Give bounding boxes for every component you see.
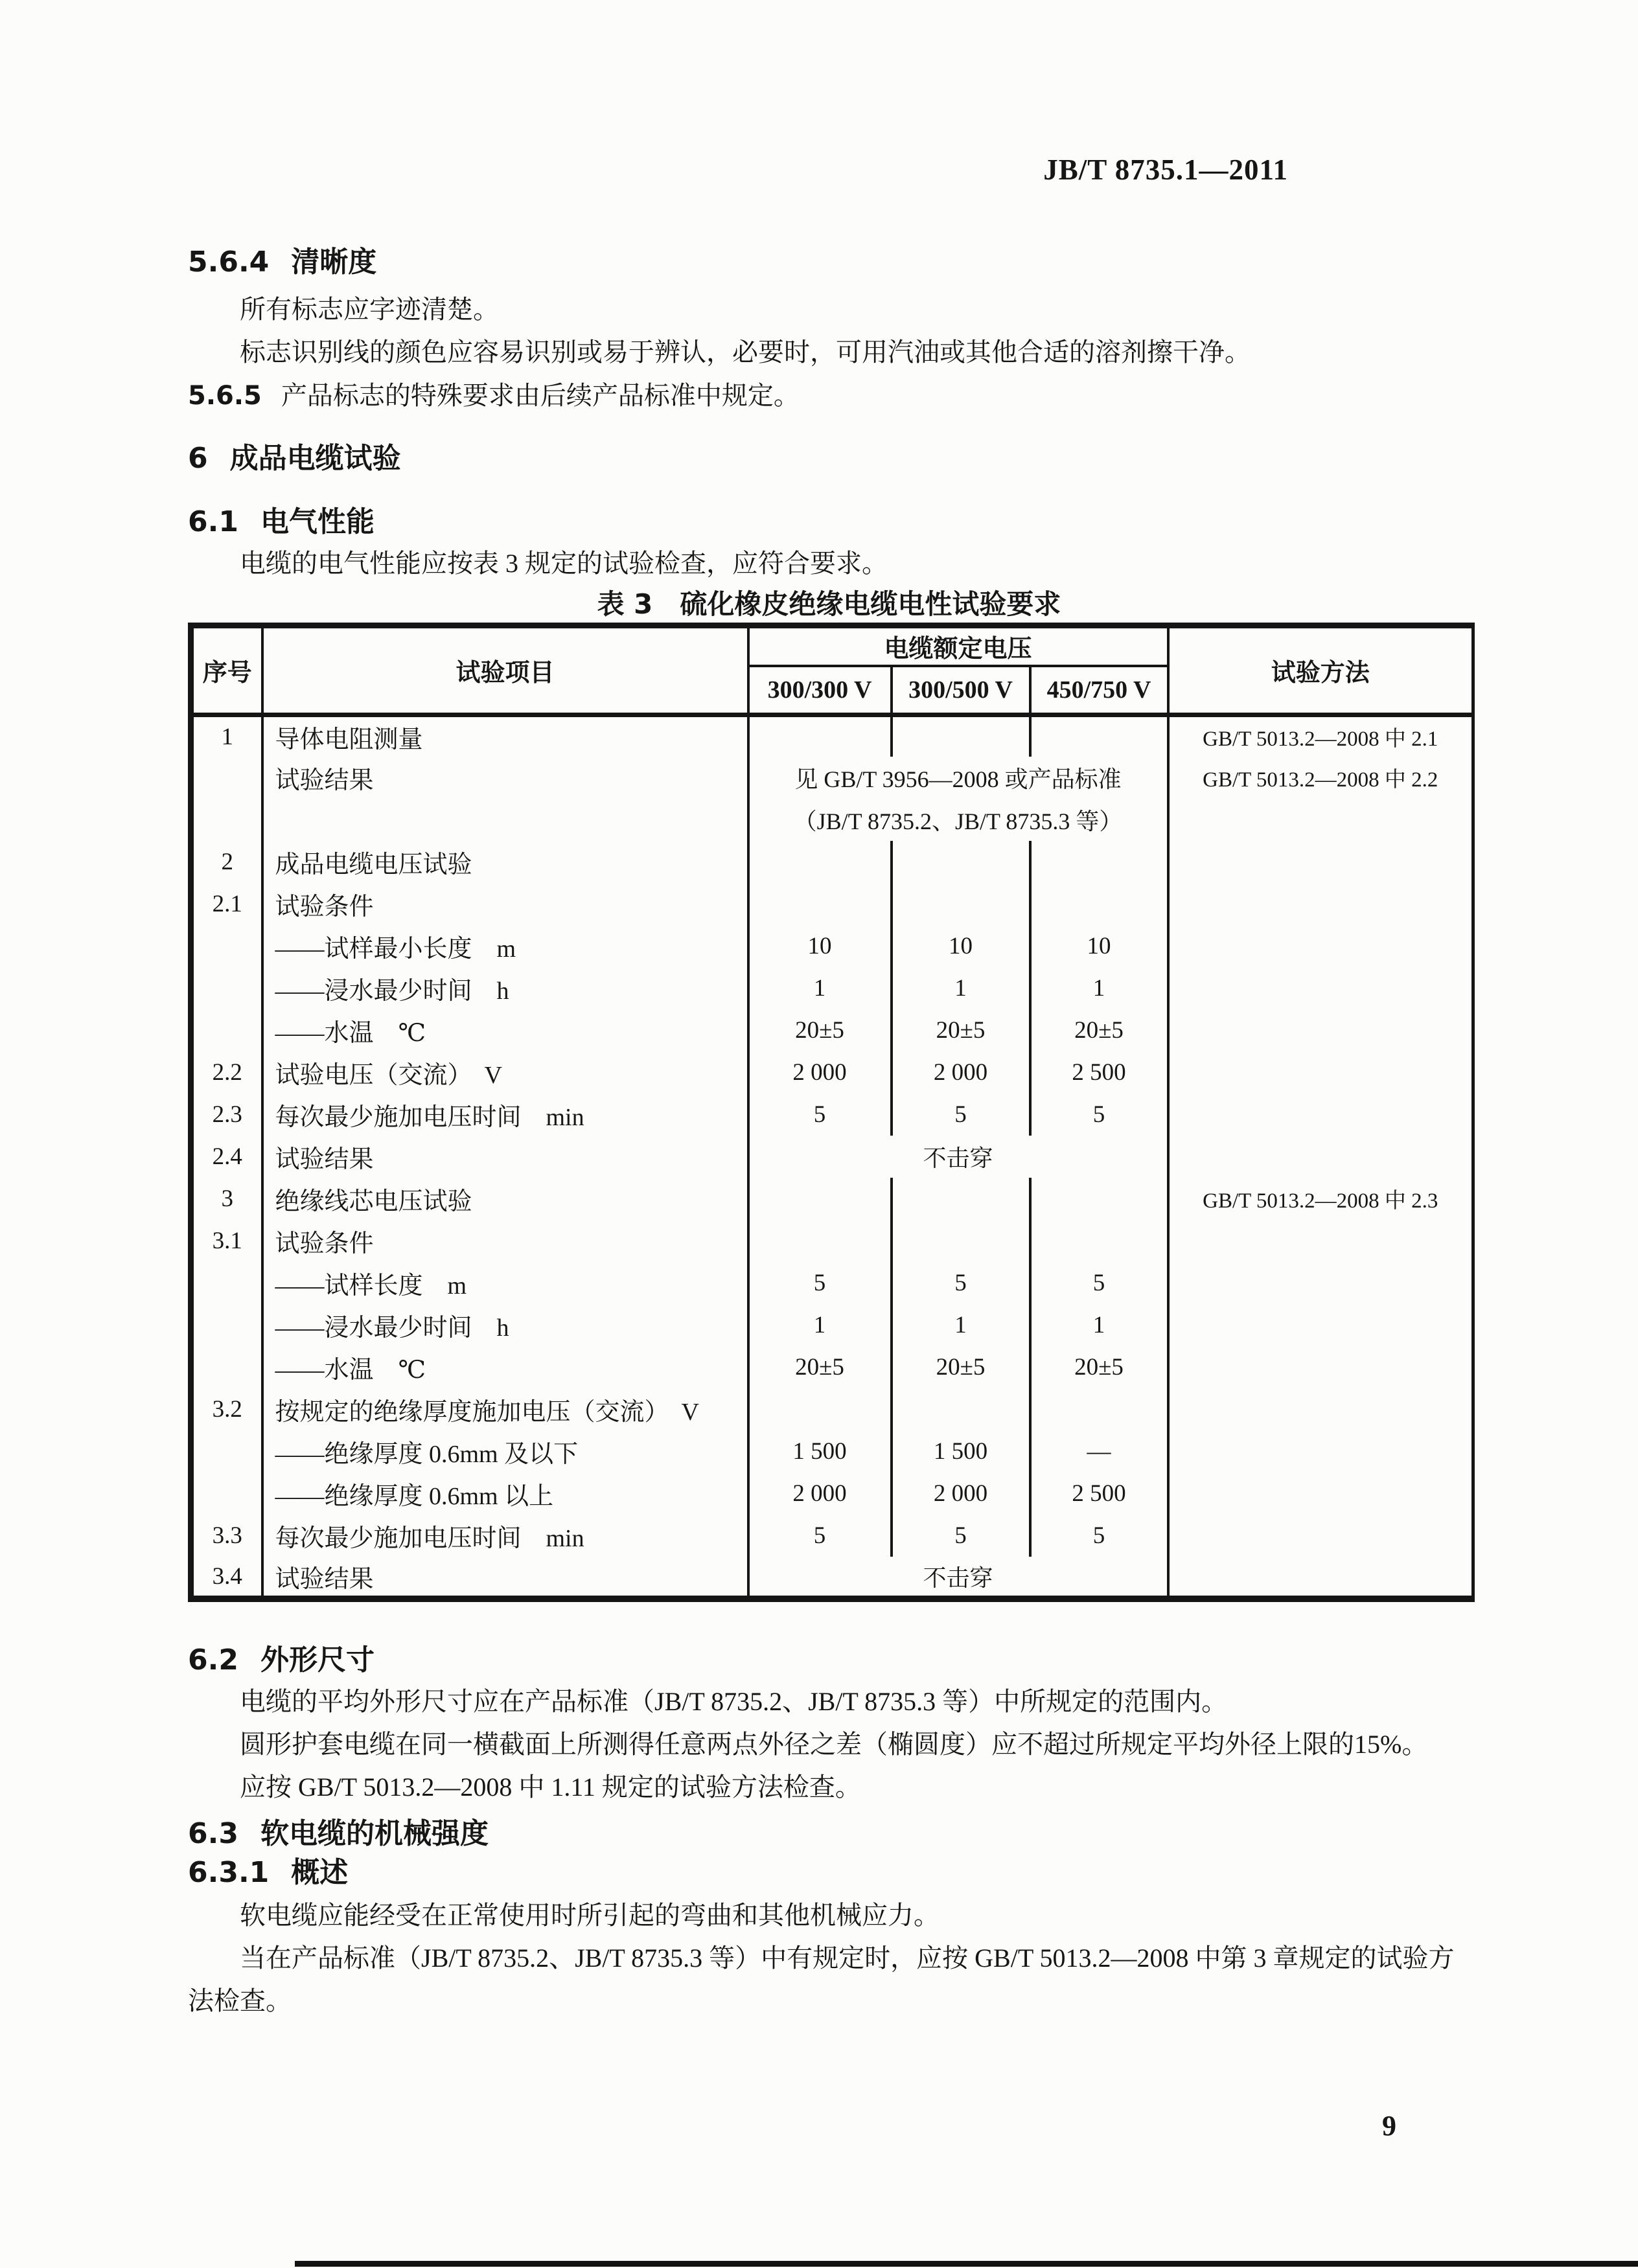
row-method xyxy=(1168,925,1473,967)
row-item: ——浸水最少时间 h xyxy=(262,1304,748,1346)
row-value: 5 xyxy=(892,1515,1030,1557)
row-item: 按规定的绝缘厚度施加电压（交流） V xyxy=(262,1388,748,1430)
scan-artifact-bar xyxy=(295,2261,1638,2267)
col-header-300-500: 300/500 V xyxy=(892,666,1030,715)
paragraph-6-3-1-a: 软电缆应能经受在正常使用时所引起的弯曲和其他机械应力。 xyxy=(240,1901,940,1930)
heading-title: 清晰度 xyxy=(291,246,377,279)
table-row xyxy=(191,883,1473,925)
row-item: 试验条件 xyxy=(262,883,748,925)
heading-title: 软电缆的机械强度 xyxy=(260,1817,489,1850)
row-item: ——绝缘厚度 0.6mm 以上 xyxy=(262,1472,748,1515)
table-row xyxy=(191,1346,1473,1388)
row-value: 2 000 xyxy=(892,1051,1030,1094)
row-value: 2 500 xyxy=(1030,1051,1168,1094)
clause-number: 5.6.5 xyxy=(188,381,262,411)
row-item: 试验电压（交流） V xyxy=(262,1051,748,1094)
row-method xyxy=(1168,1430,1473,1472)
row-item: 每次最少施加电压时间 min xyxy=(262,1094,748,1136)
table-header xyxy=(191,626,1473,715)
row-no: 2 xyxy=(191,841,262,883)
row-value xyxy=(1030,1178,1168,1220)
col-header-method: 试验方法 xyxy=(1271,659,1370,687)
row-span-value: 不击穿 xyxy=(748,1557,1168,1599)
row-value xyxy=(892,1178,1030,1220)
row-value: 1 xyxy=(1030,1304,1168,1346)
col-header-voltage-group: 电缆额定电压 xyxy=(748,626,1168,666)
row-no xyxy=(191,1009,262,1051)
table-row xyxy=(191,1304,1473,1346)
col-header-no: 序号 xyxy=(191,626,262,715)
row-method xyxy=(1168,1515,1473,1557)
table-caption: 表 3 硫化橡皮绝缘电缆电性试验要求 xyxy=(597,588,1061,620)
table-row xyxy=(191,757,1473,799)
row-no: 1 xyxy=(191,715,262,757)
row-value xyxy=(748,1388,892,1430)
row-no xyxy=(191,757,262,799)
heading-number: 6.3.1 xyxy=(188,1856,270,1889)
row-value: 2 500 xyxy=(1030,1472,1168,1515)
row-no: 3.1 xyxy=(191,1220,262,1262)
row-value xyxy=(892,715,1030,757)
row-value: 5 xyxy=(748,1262,892,1304)
table-row xyxy=(191,1136,1473,1178)
paragraph-6-2-c: 应按 GB/T 5013.2—2008 中 1.11 规定的试验方法检查。 xyxy=(240,1772,861,1802)
row-value: 20±5 xyxy=(892,1009,1030,1051)
row-no: 2.4 xyxy=(191,1136,262,1178)
row-item: 导体电阻测量 xyxy=(262,715,748,757)
row-value xyxy=(1030,841,1168,883)
row-method xyxy=(1168,967,1473,1009)
row-value: 1 xyxy=(892,967,1030,1009)
row-no: 3 xyxy=(191,1178,262,1220)
row-value xyxy=(1030,715,1168,757)
row-method xyxy=(1168,1346,1473,1388)
table-row xyxy=(191,967,1473,1009)
paragraph-6-1: 电缆的电气性能应按表 3 规定的试验检查，应符合要求。 xyxy=(240,549,888,578)
heading-6-3 xyxy=(188,1816,1474,1851)
col-header-item: 试验项目 xyxy=(262,626,748,715)
page-number: 9 xyxy=(1382,2110,1396,2142)
heading-title: 外形尺寸 xyxy=(260,1644,375,1677)
row-value: 10 xyxy=(1030,925,1168,967)
row-item: ——水温 ℃ xyxy=(262,1346,748,1388)
row-method xyxy=(1168,1557,1473,1599)
table-row xyxy=(191,1051,1473,1094)
row-value xyxy=(892,841,1030,883)
table-row xyxy=(191,925,1473,967)
table-row xyxy=(191,1515,1473,1557)
heading-5-6-4 xyxy=(188,245,1474,280)
paragraph-6-2-a: 电缆的平均外形尺寸应在产品标准（JB/T 8735.2、JB/T 8735.3 等）中所规定的范围内。 xyxy=(240,1687,1228,1716)
row-value: 10 xyxy=(892,925,1030,967)
heading-number: 5.6.4 xyxy=(188,246,270,279)
row-value xyxy=(748,841,892,883)
row-value: 20±5 xyxy=(748,1346,892,1388)
row-no xyxy=(191,799,262,841)
row-item: ——试样最小长度 m xyxy=(262,925,748,967)
heading-number: 6 xyxy=(188,442,208,475)
row-span-value: 见 GB/T 3956—2008 或产品标准 xyxy=(748,757,1168,799)
row-value: 5 xyxy=(1030,1515,1168,1557)
doc-code: JB/T 8735.1—2011 xyxy=(1043,154,1288,186)
row-value: 5 xyxy=(748,1515,892,1557)
row-value: 20±5 xyxy=(892,1346,1030,1388)
table-row xyxy=(191,1472,1473,1515)
table-3-electrical-tests xyxy=(188,623,1475,1602)
heading-number: 6.3 xyxy=(188,1817,238,1850)
row-value xyxy=(892,883,1030,925)
heading-title: 概述 xyxy=(291,1856,349,1889)
row-value xyxy=(892,1388,1030,1430)
heading-6 xyxy=(188,441,1474,476)
col-header-300-300: 300/300 V xyxy=(748,666,892,715)
row-method xyxy=(1168,1388,1473,1430)
row-no: 2.3 xyxy=(191,1094,262,1136)
row-item: 试验条件 xyxy=(262,1220,748,1262)
row-no: 3.4 xyxy=(191,1557,262,1599)
table-row xyxy=(191,1557,1473,1599)
heading-6-1 xyxy=(188,505,1474,540)
row-method xyxy=(1168,1304,1473,1346)
page-content xyxy=(188,0,1474,2022)
row-item: ——绝缘厚度 0.6mm 及以下 xyxy=(262,1430,748,1472)
row-span-value: （JB/T 8735.2、JB/T 8735.3 等） xyxy=(748,799,1168,841)
table-row xyxy=(191,799,1473,841)
table-body xyxy=(191,715,1473,1599)
row-value xyxy=(892,1220,1030,1262)
row-no xyxy=(191,967,262,1009)
row-value: 1 xyxy=(892,1304,1030,1346)
row-no xyxy=(191,925,262,967)
row-method: GB/T 5013.2—2008 中 2.2 xyxy=(1203,768,1438,792)
row-method xyxy=(1168,1009,1473,1051)
row-no: 2.2 xyxy=(191,1051,262,1094)
table-row xyxy=(191,1178,1473,1220)
heading-6-3-1 xyxy=(188,1855,1474,1890)
table-row xyxy=(191,1094,1473,1136)
row-value: 5 xyxy=(892,1262,1030,1304)
row-span-value: 不击穿 xyxy=(748,1136,1168,1178)
paragraph-mark-color: 标志识别线的颜色应容易识别或易于辨认，必要时，可用汽油或其他合适的溶剂擦干净。 xyxy=(240,338,1251,367)
table-row xyxy=(191,1430,1473,1472)
row-value: 2 000 xyxy=(748,1472,892,1515)
heading-title: 电气性能 xyxy=(260,505,375,538)
clause-text: 产品标志的特殊要求由后续产品标准中规定。 xyxy=(281,381,800,410)
col-header-450-750: 450/750 V xyxy=(1030,666,1168,715)
heading-6-2 xyxy=(188,1643,1474,1678)
row-no xyxy=(191,1304,262,1346)
row-no xyxy=(191,1430,262,1472)
row-item: ——试样长度 m xyxy=(262,1262,748,1304)
row-value: 1 xyxy=(1030,967,1168,1009)
row-value: 1 xyxy=(748,967,892,1009)
row-value xyxy=(748,1178,892,1220)
row-value xyxy=(1030,1388,1168,1430)
row-value xyxy=(1030,883,1168,925)
row-method xyxy=(1168,1051,1473,1094)
row-value: 1 500 xyxy=(892,1430,1030,1472)
row-value: 2 000 xyxy=(748,1051,892,1094)
table-row xyxy=(191,1262,1473,1304)
row-method xyxy=(1168,841,1473,883)
row-item: 每次最少施加电压时间 min xyxy=(262,1515,748,1557)
table-row xyxy=(191,715,1473,757)
table-row xyxy=(191,841,1473,883)
row-item: ——浸水最少时间 h xyxy=(262,967,748,1009)
row-no xyxy=(191,1472,262,1515)
row-method: GB/T 5013.2—2008 中 2.1 xyxy=(1168,715,1473,757)
row-value: 1 xyxy=(748,1304,892,1346)
table-row xyxy=(191,1220,1473,1262)
row-item: 试验结果 xyxy=(262,757,748,799)
row-method xyxy=(1168,1220,1473,1262)
row-value: 10 xyxy=(748,925,892,967)
row-value xyxy=(748,883,892,925)
paragraph-6-2-b: 圆形护套电缆在同一横截面上所测得任意两点外径之差（椭圆度）应不超过所规定平均外径上限的15%。 xyxy=(240,1730,1428,1759)
row-method xyxy=(1168,1094,1473,1136)
row-method xyxy=(1168,799,1473,841)
row-method xyxy=(1168,1472,1473,1515)
row-value: 5 xyxy=(1030,1094,1168,1136)
row-no xyxy=(191,1346,262,1388)
row-value xyxy=(1030,1220,1168,1262)
row-no: 3.2 xyxy=(191,1388,262,1430)
row-value: 20±5 xyxy=(1030,1346,1168,1388)
row-value: 20±5 xyxy=(748,1009,892,1051)
heading-number: 6.2 xyxy=(188,1644,238,1677)
row-item: 绝缘线芯电压试验 xyxy=(262,1178,748,1220)
row-value: 2 000 xyxy=(892,1472,1030,1515)
row-item: 成品电缆电压试验 xyxy=(262,841,748,883)
paragraph-6-3-1-b: 当在产品标准（JB/T 8735.2、JB/T 8735.3 等）中有规定时，应按 GB/T 5013.2—2008 中第 3 章规定的试验方法检查。 xyxy=(188,1943,1455,2015)
paragraph-marks-legible: 所有标志应字迹清楚。 xyxy=(240,295,499,324)
row-value: 5 xyxy=(892,1094,1030,1136)
row-value: 5 xyxy=(748,1094,892,1136)
row-method xyxy=(1168,1136,1473,1178)
row-method xyxy=(1168,1262,1473,1304)
table-row xyxy=(191,1009,1473,1051)
row-item: 试验结果 xyxy=(262,1557,748,1599)
row-no xyxy=(191,1262,262,1304)
clause-5-6-5 xyxy=(188,375,1474,417)
row-value xyxy=(748,1220,892,1262)
table-row xyxy=(191,1388,1473,1430)
row-value: 5 xyxy=(1030,1262,1168,1304)
row-item xyxy=(262,799,748,841)
row-value xyxy=(748,715,892,757)
row-value: — xyxy=(1030,1430,1168,1472)
row-item: ——水温 ℃ xyxy=(262,1009,748,1051)
row-method xyxy=(1168,883,1473,925)
row-no: 3.3 xyxy=(191,1515,262,1557)
heading-title: 成品电缆试验 xyxy=(229,442,401,475)
row-value: 20±5 xyxy=(1030,1009,1168,1051)
row-value: 1 500 xyxy=(748,1430,892,1472)
row-method: GB/T 5013.2—2008 中 2.3 xyxy=(1203,1189,1438,1213)
row-no: 2.1 xyxy=(191,883,262,925)
row-item: 试验结果 xyxy=(262,1136,748,1178)
heading-number: 6.1 xyxy=(188,505,238,538)
table-header-row xyxy=(191,626,1473,666)
